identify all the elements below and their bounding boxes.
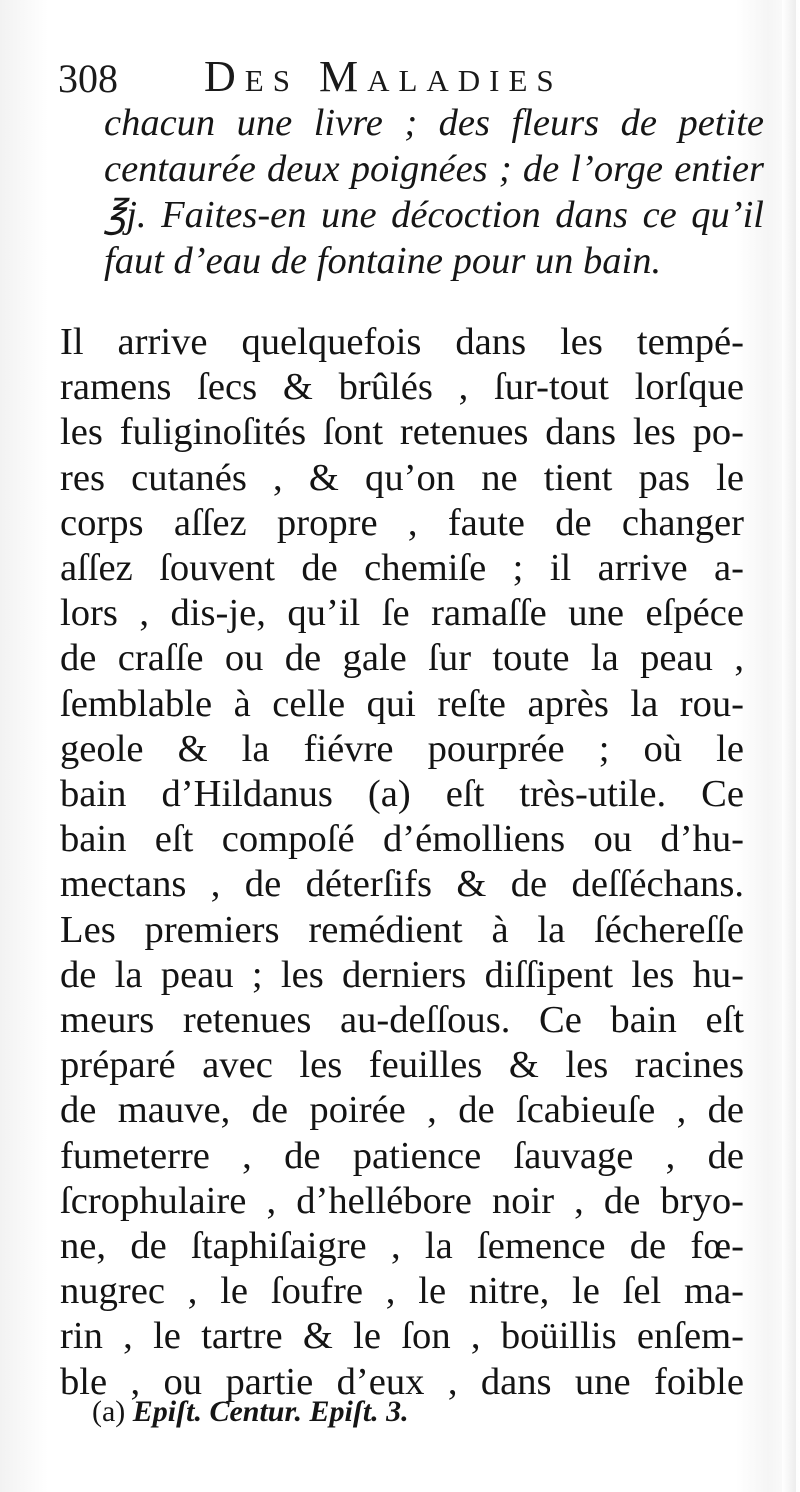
running-title: Des Maladies [204,52,563,101]
text-line: rin , le tartre & le ſon , boüillis enſem- [60,1315,744,1358]
recipe-block [104,100,764,284]
text-line: meurs retenues au-deſſous. Ce bain eſt [60,999,744,1042]
recipe-line: chacun une livre ; des fleurs de petite [104,102,764,144]
recipe-line: centaurée deux poignées ; de l’orge entier [104,148,764,190]
text-line: fumeterre , de patience ſauvage , de [60,1134,744,1177]
recipe-line: faut d’eau de fontaine pour un bain. [104,240,662,282]
page-edge-shadow [782,0,796,1492]
text-line: res cutanés , & qu’on ne tient pas le [60,456,744,499]
text-line: préparé avec les feuilles & les racines [60,1044,744,1087]
page-header [58,52,758,102]
footnote-text: Epiſt. Centur. Epiſt. 3. [132,1395,409,1428]
text-line: ne, de ſtaphiſaigre , la ſemence de fœ- [60,1225,744,1268]
text-line: les fuliginoſités ſont retenues dans les po- [60,411,744,454]
page-number: 308 [58,56,118,101]
text-line: bain eſt compoſé d’émolliens ou d’hu- [60,818,744,861]
text-line: ſcrophulaire , d’hellébore noir , de bryo- [60,1179,744,1222]
text-line: geole & la fiévre pourprée ; où le [60,727,744,770]
text-line: Les premiers remédient à la ſéchereſſe [60,908,744,951]
text-line: corps aſſez propre , faute de changer [60,501,744,544]
text-line: ramens ſecs & brûlés , ſur-tout lorſque [60,366,744,409]
recipe-line: ℥j. Faites-en une décoction dans ce qu’il [104,194,764,236]
body-paragraph [60,320,744,1405]
text-line: aſſez ſouvent de chemiſe ; il arrive a- [60,547,744,590]
text-line: Il arrive quelquefois dans les tempé- [60,321,744,363]
text-line: lors , dis-je, qu’il ſe ramaſſe une eſpéce [60,592,744,635]
text-line: nugrec , le ſoufre , le nitre, le ſel ma- [60,1270,744,1313]
text-line: ble , ou partie d’eux , dans une foible [60,1360,744,1403]
footnote [92,1394,409,1430]
footnote-marker: (a) [92,1395,126,1428]
text-line: mectans , de déterſifs & de deſſéchans. [60,863,744,906]
text-line: bain d’Hildanus (a) eſt très-utile. Ce [60,773,744,816]
text-line: de la peau ; les derniers diſſipent les hu- [60,953,744,996]
text-line: ſemblable à celle qui reſte après la rou- [60,682,744,725]
text-line: de craſſe ou de gale ſur toute la peau , [60,637,744,680]
text-line: de mauve, de poirée , de ſcabieuſe , de [60,1089,744,1132]
